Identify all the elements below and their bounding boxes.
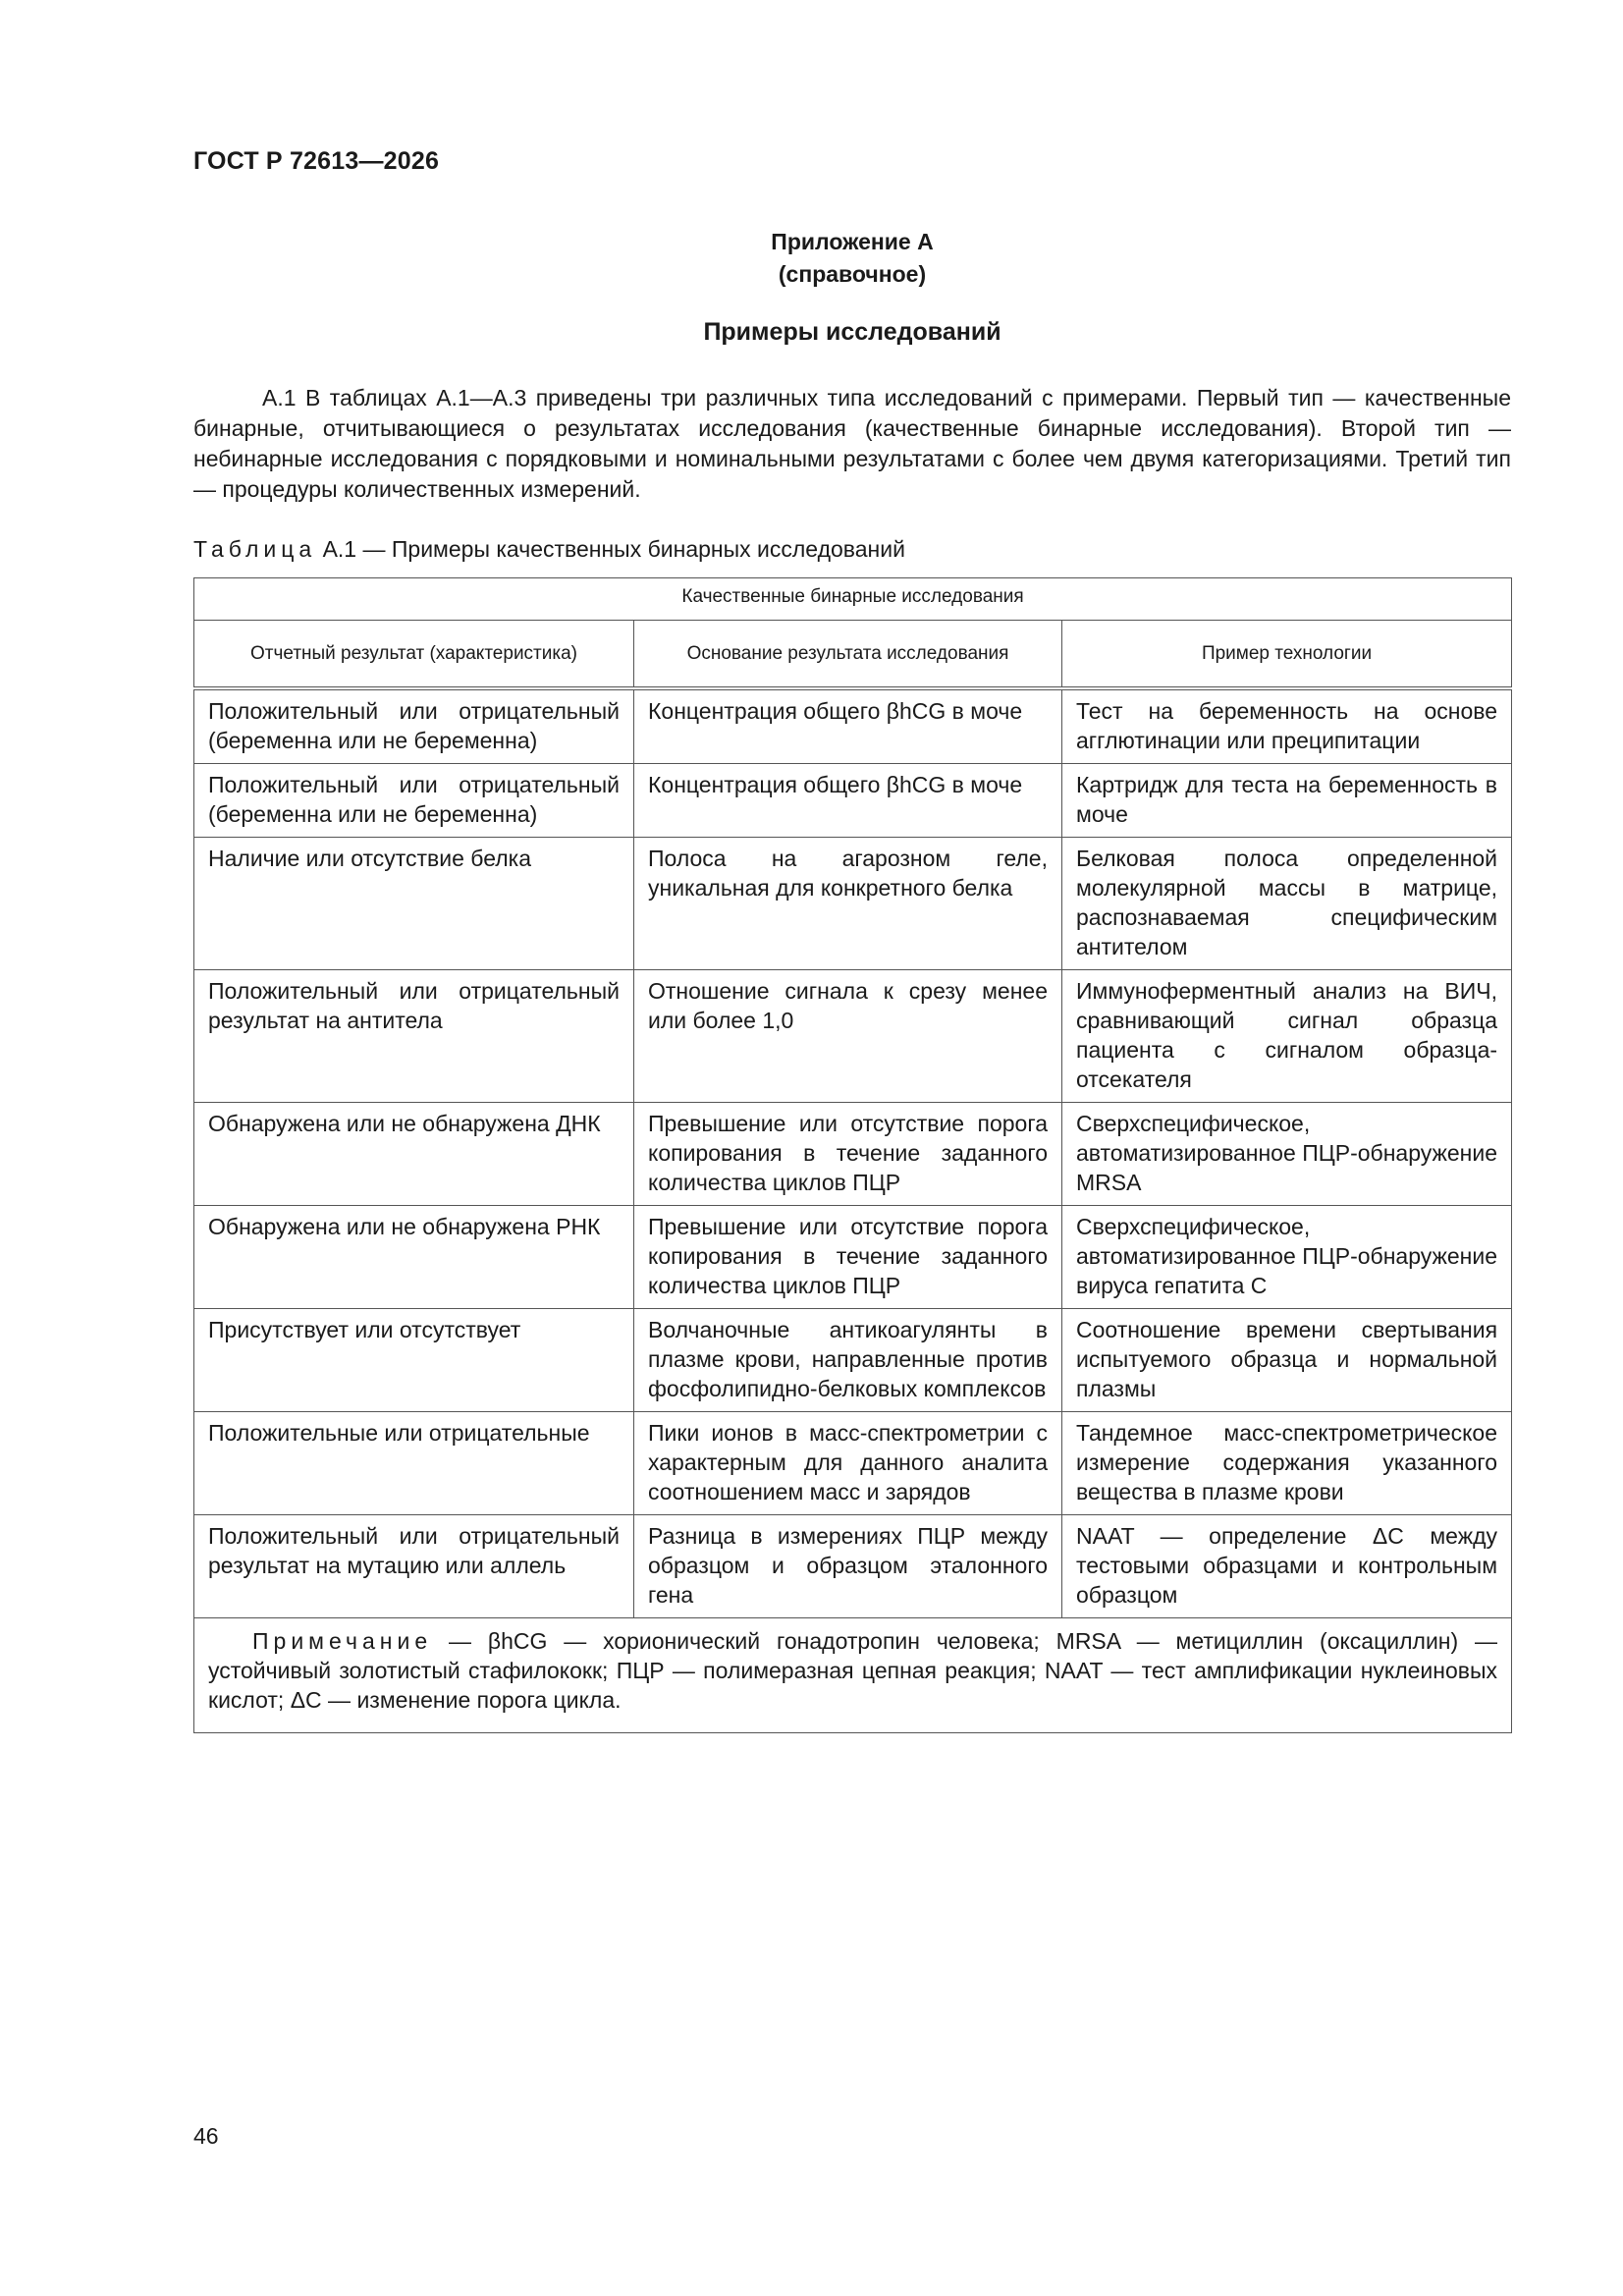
table-row bbox=[194, 1309, 1512, 1412]
table-group-header: Качественные бинарные исследования bbox=[194, 578, 1512, 621]
cell-result: Положительные или отрицательные bbox=[194, 1412, 634, 1515]
cell-basis: Пики ионов в масс-спектрометрии с характерным для данного аналита соотношением масс и зарядов bbox=[634, 1412, 1062, 1515]
cell-result: Положительный или отрицательный результат на мутацию или аллель bbox=[194, 1515, 634, 1618]
table-column-header-row bbox=[194, 621, 1512, 689]
table-note bbox=[194, 1618, 1512, 1733]
cell-basis: Концентрация общего βhCG в моче bbox=[634, 688, 1062, 764]
page-number: 46 bbox=[193, 2123, 219, 2149]
table-caption-prefix: Таблица bbox=[193, 536, 317, 562]
cell-technology: Соотношение времени свертывания испытуемого образца и нормальной плазмы bbox=[1062, 1309, 1512, 1412]
cell-technology: Иммуноферментный анализ на ВИЧ, сравнивающий сигнал образца пациента с сигналом образца-отсекателя bbox=[1062, 970, 1512, 1103]
table-caption-text: А.1 — Примеры качественных бинарных исследований bbox=[322, 536, 905, 562]
table-note-row bbox=[194, 1618, 1512, 1733]
standard-designation: ГОСТ Р 72613—2026 bbox=[193, 147, 440, 175]
table-caption bbox=[193, 536, 905, 563]
table-row bbox=[194, 1206, 1512, 1309]
cell-result: Присутствует или отсутствует bbox=[194, 1309, 634, 1412]
column-header-result: Отчетный результат (характеристика) bbox=[194, 621, 634, 689]
cell-basis: Концентрация общего βhCG в моче bbox=[634, 764, 1062, 838]
cell-result: Положительный или отрицательный (беременна или не беременна) bbox=[194, 688, 634, 764]
cell-technology: Тандемное масс-спектрометрическое измерение содержания указанного вещества в плазме крови bbox=[1062, 1412, 1512, 1515]
cell-basis: Разница в измерениях ПЦР между образцом и образцом эталонного гена bbox=[634, 1515, 1062, 1618]
table-row bbox=[194, 1515, 1512, 1618]
cell-basis: Превышение или отсутствие порога копирования в течение заданного количества циклов ПЦР bbox=[634, 1103, 1062, 1206]
cell-technology: Сверхспецифическое, автоматизированное ПЦР-обнаружение вируса гепатита С bbox=[1062, 1206, 1512, 1309]
note-text: — βhCG — хорионический гонадотропин человека; MRSA — метициллин (оксациллин) — устойчивый золотистый стафилококк; ПЦР — полимеразная цепная реакция; NAAT — тест амплификации нуклеиновых кислот; ΔC — изменение порога цикла. bbox=[208, 1628, 1498, 1713]
table-row bbox=[194, 1412, 1512, 1515]
cell-technology: Сверхспецифическое, автоматизированное ПЦР-обнаружение MRSA bbox=[1062, 1103, 1512, 1206]
table-row bbox=[194, 970, 1512, 1103]
cell-basis: Полоса на агарозном геле, уникальная для конкретного белка bbox=[634, 838, 1062, 970]
annex-heading bbox=[193, 226, 1511, 291]
note-label: Примечание bbox=[252, 1628, 433, 1654]
cell-technology: Тест на беременность на основе агглютинации или преципитации bbox=[1062, 688, 1512, 764]
cell-result: Обнаружена или не обнаружена ДНК bbox=[194, 1103, 634, 1206]
column-header-technology: Пример технологии bbox=[1062, 621, 1512, 689]
annex-status: (справочное) bbox=[778, 261, 927, 287]
cell-technology: Белковая полоса определенной молекулярной массы в матрице, распознаваемая специфическим антителом bbox=[1062, 838, 1512, 970]
cell-basis: Превышение или отсутствие порога копирования в течение заданного количества циклов ПЦР bbox=[634, 1206, 1062, 1309]
cell-basis: Отношение сигнала к срезу менее или более 1,0 bbox=[634, 970, 1062, 1103]
cell-result: Обнаружена или не обнаружена РНК bbox=[194, 1206, 634, 1309]
cell-basis: Волчаночные антикоагулянты в плазме крови, направленные против фосфолипидно-белковых комплексов bbox=[634, 1309, 1062, 1412]
table-row bbox=[194, 688, 1512, 764]
table-group-header-row bbox=[194, 578, 1512, 621]
table-row bbox=[194, 838, 1512, 970]
annex-label: Приложение А bbox=[771, 229, 934, 254]
cell-technology: Картридж для теста на беременность в моче bbox=[1062, 764, 1512, 838]
cell-result: Положительный или отрицательный (беременна или не беременна) bbox=[194, 764, 634, 838]
examples-table bbox=[193, 577, 1512, 1733]
table-row bbox=[194, 1103, 1512, 1206]
column-header-basis: Основание результата исследования bbox=[634, 621, 1062, 689]
intro-paragraph: А.1 В таблицах А.1—А.3 приведены три различных типа исследований с примерами. Первый тип — качественные бинарные, отчитывающиеся о результатах исследования (качественные бинарные исследования). Второй тип — небинарные исследования с порядковыми и номинальными результатами с более чем двумя категоризациями. Третий тип — процедуры количественных измерений. bbox=[193, 385, 1511, 502]
cell-result: Положительный или отрицательный результат на антитела bbox=[194, 970, 634, 1103]
cell-result: Наличие или отсутствие белка bbox=[194, 838, 634, 970]
table-row bbox=[194, 764, 1512, 838]
annex-title: Примеры исследований bbox=[703, 318, 1001, 346]
cell-technology: NAAT — определение ΔC между тестовыми образцами и контрольным образцом bbox=[1062, 1515, 1512, 1618]
